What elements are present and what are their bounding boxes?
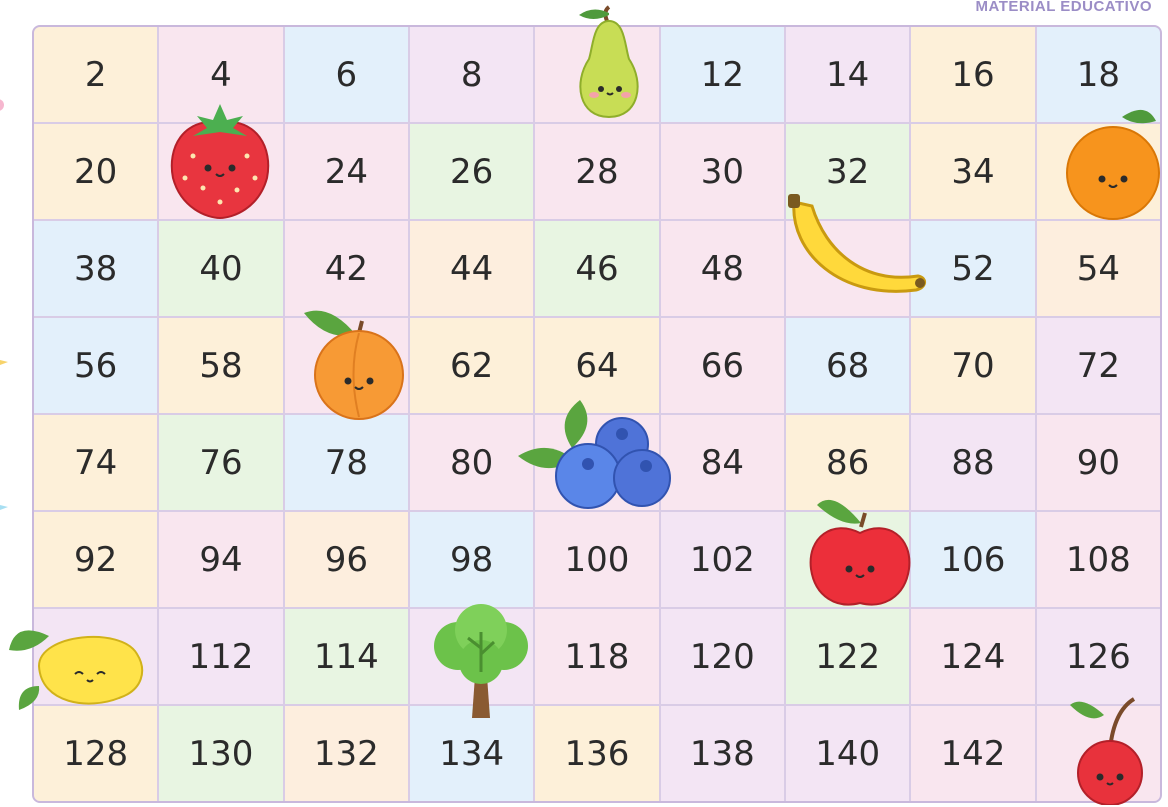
grid-cell <box>535 27 658 122</box>
grid-cell: 92 <box>34 512 157 607</box>
grid-cell <box>285 318 408 413</box>
grid-cell: 88 <box>911 415 1034 510</box>
grid-cell: 130 <box>159 706 282 801</box>
grid-cell <box>786 512 909 607</box>
grid-cell: 128 <box>34 706 157 801</box>
brand-label: MATERIAL EDUCATIVO <box>975 0 1152 15</box>
grid-cell: 62 <box>410 318 533 413</box>
grid-cell: 86 <box>786 415 909 510</box>
grid-cell: 118 <box>535 609 658 704</box>
grid-cell: 20 <box>34 124 157 219</box>
grid-cell: 38 <box>34 221 157 316</box>
grid-cell: 66 <box>661 318 784 413</box>
grid-cell: 32 <box>786 124 909 219</box>
grid-cell: 14 <box>786 27 909 122</box>
grid-cell: 78 <box>285 415 408 510</box>
grid-cell: 34 <box>911 124 1034 219</box>
grid-cell <box>410 609 533 704</box>
grid-cell: 48 <box>661 221 784 316</box>
grid-cell: 102 <box>661 512 784 607</box>
grid-cell: 52 <box>911 221 1034 316</box>
grid-cell <box>34 609 157 704</box>
grid-cell: 126 <box>1037 609 1160 704</box>
grid-cell: 54 <box>1037 221 1160 316</box>
grid-cell: 30 <box>661 124 784 219</box>
star-icon <box>0 495 8 519</box>
grid-cell: 74 <box>34 415 157 510</box>
grid-cell: 46 <box>535 221 658 316</box>
grid-cell: 142 <box>911 706 1034 801</box>
grid-cell: 64 <box>535 318 658 413</box>
grid-cell: 84 <box>661 415 784 510</box>
sparkle-icon <box>0 95 8 115</box>
grid-cell: 68 <box>786 318 909 413</box>
grid-cell <box>1037 124 1160 219</box>
grid-cell: 96 <box>285 512 408 607</box>
grid-cell: 94 <box>159 512 282 607</box>
grid-cell: 12 <box>661 27 784 122</box>
grid-cell: 120 <box>661 609 784 704</box>
grid-cell: 56 <box>34 318 157 413</box>
grid-cell: 112 <box>159 609 282 704</box>
grid-cell: 106 <box>911 512 1034 607</box>
grid-cell: 42 <box>285 221 408 316</box>
grid-cell: 132 <box>285 706 408 801</box>
grid-cell: 134 <box>410 706 533 801</box>
grid-cell: 6 <box>285 27 408 122</box>
grid-cell: 8 <box>410 27 533 122</box>
grid-cell: 98 <box>410 512 533 607</box>
grid-cell: 76 <box>159 415 282 510</box>
grid-cell: 2 <box>34 27 157 122</box>
grid-cell: 138 <box>661 706 784 801</box>
grid-cell: 16 <box>911 27 1034 122</box>
grid-cell: 136 <box>535 706 658 801</box>
grid-cell: 90 <box>1037 415 1160 510</box>
grid-cell: 124 <box>911 609 1034 704</box>
grid-cell: 122 <box>786 609 909 704</box>
number-grid <box>32 25 1162 803</box>
grid-cell: 108 <box>1037 512 1160 607</box>
grid-cell: 114 <box>285 609 408 704</box>
grid-cell: 28 <box>535 124 658 219</box>
grid-cell <box>535 415 658 510</box>
grid-cell: 26 <box>410 124 533 219</box>
star-icon <box>0 350 8 374</box>
grid-cell: 140 <box>786 706 909 801</box>
grid-cell: 72 <box>1037 318 1160 413</box>
grid-cell: 40 <box>159 221 282 316</box>
grid-cell <box>159 124 282 219</box>
grid-cell: 100 <box>535 512 658 607</box>
grid-cell: 58 <box>159 318 282 413</box>
grid-cell: 70 <box>911 318 1034 413</box>
grid-cell: 80 <box>410 415 533 510</box>
grid-cell <box>1037 706 1160 801</box>
grid-cell: 44 <box>410 221 533 316</box>
grid-cell: 18 <box>1037 27 1160 122</box>
grid-cell: 24 <box>285 124 408 219</box>
grid-cell: 4 <box>159 27 282 122</box>
grid-cell <box>786 221 909 316</box>
